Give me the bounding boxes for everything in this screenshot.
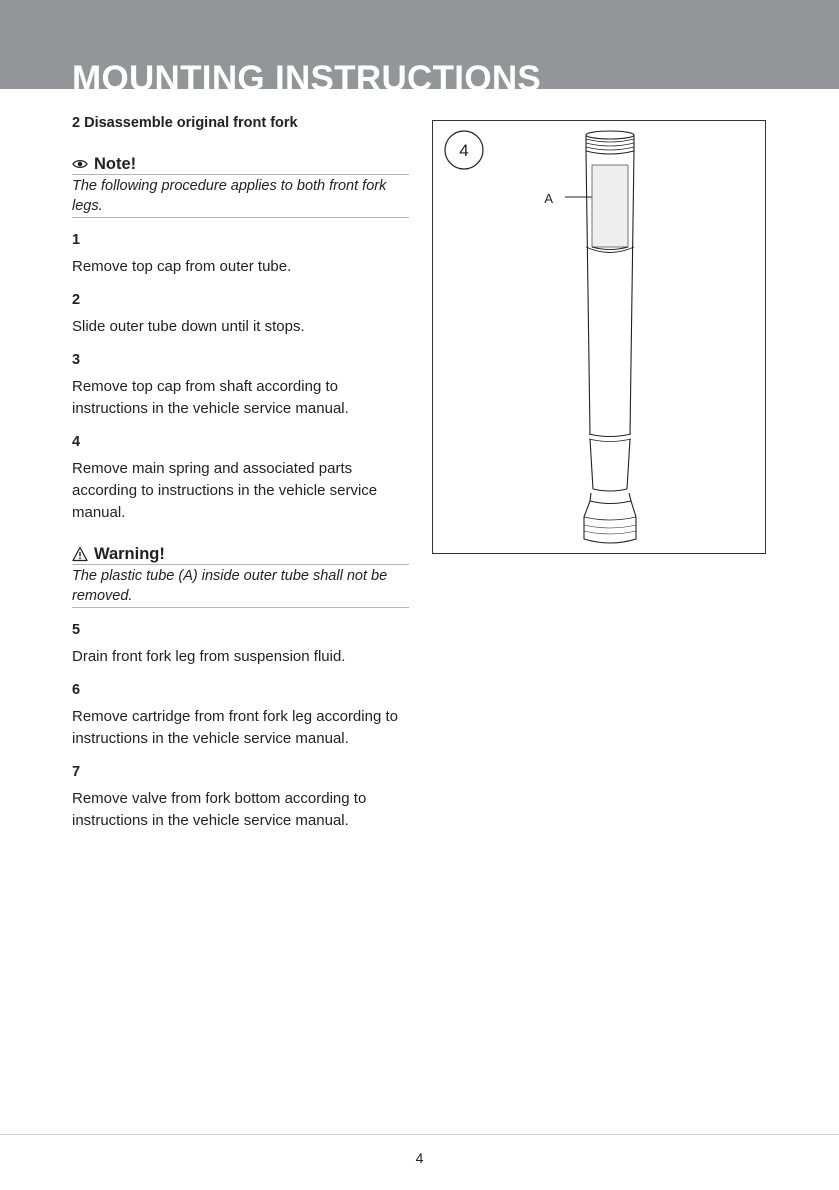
note-text: The following procedure applies to both front fork legs. xyxy=(72,175,409,218)
step-text: Remove top cap from outer tube. xyxy=(72,258,292,275)
callout-label-a: A xyxy=(544,191,553,206)
step-text: Remove valve from fork bottom according to instructions in the vehicle service manual. xyxy=(72,790,367,829)
step-item xyxy=(72,620,409,668)
instructions-column xyxy=(72,112,409,832)
step-item xyxy=(72,762,409,832)
step-number: 1 xyxy=(72,232,81,248)
warning-callout xyxy=(72,544,409,608)
step-number: 7 xyxy=(72,764,81,780)
page-number: 4 xyxy=(415,1150,424,1166)
eye-icon xyxy=(72,156,88,172)
warning-label: Warning! xyxy=(94,545,165,563)
page-header xyxy=(0,0,839,89)
step-item xyxy=(72,680,409,750)
note-label: Note! xyxy=(94,155,137,173)
step-number: 4 xyxy=(72,434,81,450)
figure-fork-leg xyxy=(432,120,766,554)
warning-triangle-icon xyxy=(72,546,88,562)
section-title: 2 Disassemble original front fork xyxy=(72,115,298,131)
step-item xyxy=(72,350,409,420)
step-item xyxy=(72,290,409,338)
step-number: 3 xyxy=(72,352,81,368)
step-text: Remove top cap from shaft according to instructions in the vehicle service manual. xyxy=(72,378,349,417)
step-number: 2 xyxy=(72,292,81,308)
fork-leg-illustration xyxy=(433,121,765,553)
footer-divider xyxy=(0,1134,839,1135)
step-number: 6 xyxy=(72,682,81,698)
step-text: Remove cartridge from front fork leg according to instructions in the vehicle service manual. xyxy=(72,708,398,747)
note-callout xyxy=(72,154,409,218)
page-title: MOUNTING INSTRUCTIONS xyxy=(72,59,542,89)
step-item xyxy=(72,432,409,524)
warning-text: The plastic tube (A) inside outer tube shall not be removed. xyxy=(72,565,409,608)
step-number: 5 xyxy=(72,622,81,638)
fork-tube xyxy=(584,131,636,543)
step-text: Drain front fork leg from suspension fluid. xyxy=(72,648,346,665)
step-text: Slide outer tube down until it stops. xyxy=(72,318,305,335)
step-item xyxy=(72,230,409,278)
step-text: Remove main spring and associated parts according to instructions in the vehicle service manual. xyxy=(72,460,378,521)
figure-number: 4 xyxy=(459,141,469,160)
